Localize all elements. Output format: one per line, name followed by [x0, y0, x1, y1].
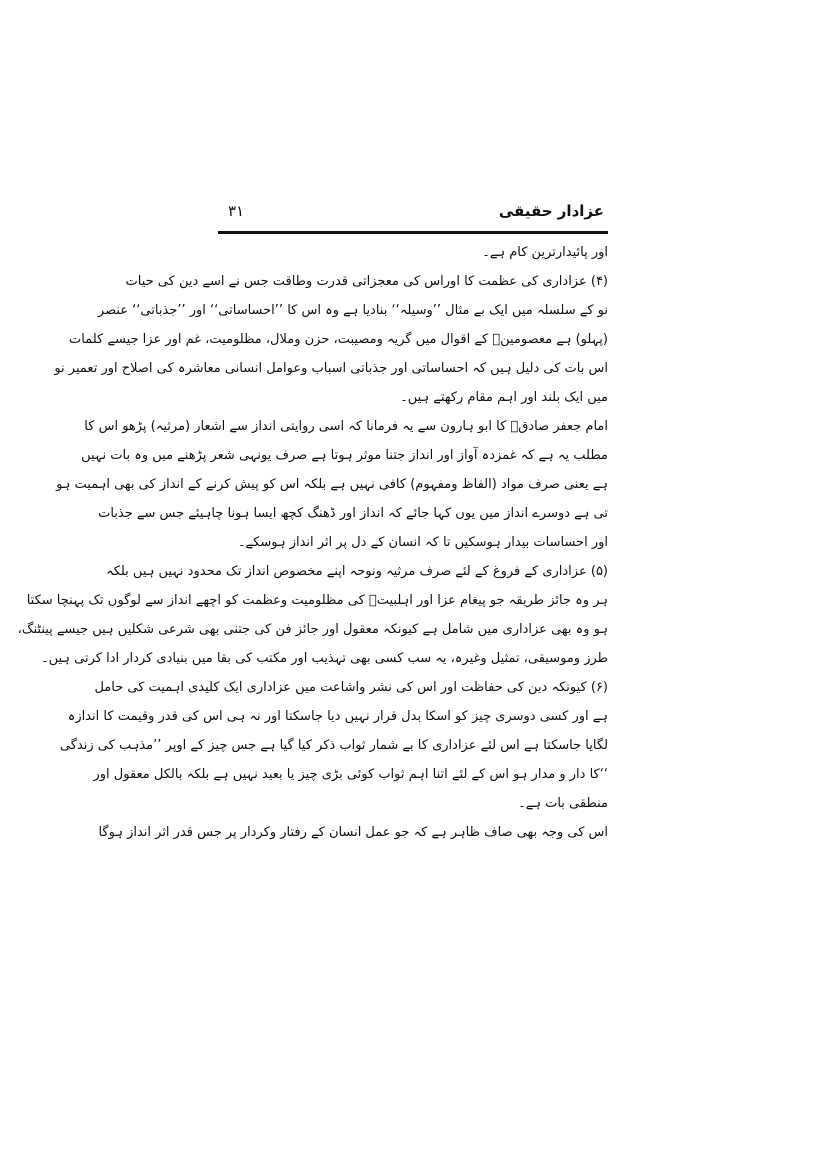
text-line: اس کی وجہ بھی صاف ظاہر ہے کہ جو عمل انسان کے رفتار وکردار پر جس قدر اثر انداز ہوگا	[98, 825, 608, 840]
text-line: (۵) عزاداری کے فروغ کے لئے صرف مرثیہ ونوحہ اپنے مخصوص انداز تک محدود نہیں ہیں بلکہ	[106, 564, 608, 579]
text-line: ہے یعنی صرف مواد (الفاظ ومفہوم) کافی نہیں ہے بلکہ اس کو پیش کرنے کے انداز کی بھی اہمیت ہو	[56, 477, 608, 492]
text-line: منطقی بات ہے۔	[518, 796, 608, 811]
text-line: نو کے سلسلہ میں ایک بے مثال ’’وسیلہ‘‘ بنادیا ہے وہ اس کا ’’احساساتی‘‘ اور ’’جذباتی‘‘ عنصر	[97, 303, 608, 318]
text-line: ہو وہ بھی عزاداری میں شامل ہے کیونکہ معقول اور جائز فن کی جتنی بھی شرعی شکلیں ہیں جیسے پینٹنگ،	[17, 622, 608, 637]
text-line: تی ہے دوسرے انداز میں یوں کہا جائے کہ انداز اور ڈھنگ کچھ ایسا ہونا چاہیئے جس سے جذبات	[98, 506, 608, 521]
text-line: (پہلو) ہے معصومینؑ کے اقوال میں گریہ ومصیبت، حزن وملال، مظلومیت، غم اور عزا جیسے کلمات	[69, 332, 608, 347]
text-line: اور احساسات بیدار ہوسکیں تا کہ انسان کے دل پر اثر انداز ہوسکے۔	[237, 535, 608, 550]
running-header	[218, 198, 606, 230]
text-line: طرز وموسیقی، تمثیل وغیرہ، یہ سب کسی بھی تہذیب اور مکتب کی بقا میں بنیادی کردار ادا کرتی ہیں۔	[40, 651, 608, 666]
text-line: اس بات کی دلیل ہیں کہ احساساتی اور جذباتی اسباب وعوامل انسانی معاشرہ کی اصلاح اور تعمیر نو	[54, 361, 608, 376]
header-rule	[218, 231, 608, 234]
text-line: ہر وہ جائز طریقہ جو پیغام عزا اور اہلبیتؑ کی مظلومیت وعظمت کو اچھے انداز سے لوگوں تک پہنچا سکتا	[26, 593, 608, 608]
page-number: ۳۱	[228, 202, 245, 220]
text-line: (۴) عزاداری کی عظمت کا اوراس کی معجزاتی قدرت وطاقت جس نے اسے دین کی حیات	[125, 274, 608, 289]
text-line: ‘‘کا دار و مدار ہو اس کے لئے اتنا اہم ثواب کوئی بڑی چیز یا بعید نہیں ہے بلکہ بالکل معقول اور	[93, 767, 608, 782]
text-line: ہے اور کسی دوسری چیز کو اسکا بدل قرار نہیں دیا جاسکتا اور نہ ہی اس کی قدر وقیمت کا اندازہ	[67, 709, 608, 724]
running-title: عزادار حقیقی	[498, 202, 604, 220]
text-line: مطلب یہ ہے کہ غمزدہ آواز اور انداز جتنا موثر ہوتا ہے صرف یونہی شعر پڑھنے میں وہ بات نہیں	[81, 448, 608, 463]
body-text	[17, 238, 608, 847]
text-line: امام جعفر صادقؑ کا ابو ہارون سے یہ فرمانا کہ اسی روایتی انداز سے اشعار (مرثیہ) پڑھو اس کا	[84, 419, 608, 434]
text-line: (۶) کیونکہ دین کی حفاظت اور اس کی نشر واشاعت میں عزاداری ایک کلیدی اہمیت کی حامل	[94, 680, 608, 695]
text-line: لگایا جاسکتا ہے اس لئے عزاداری کا بے شمار ثواب ذکر کیا گیا ہے جس چیز کے اوپر ’’مذہب کی زندگی	[59, 738, 608, 753]
text-line: میں ایک بلند اور اہم مقام رکھتے ہیں۔	[400, 390, 608, 405]
text-line: اور پائیدارترین کام ہے۔	[482, 245, 608, 260]
